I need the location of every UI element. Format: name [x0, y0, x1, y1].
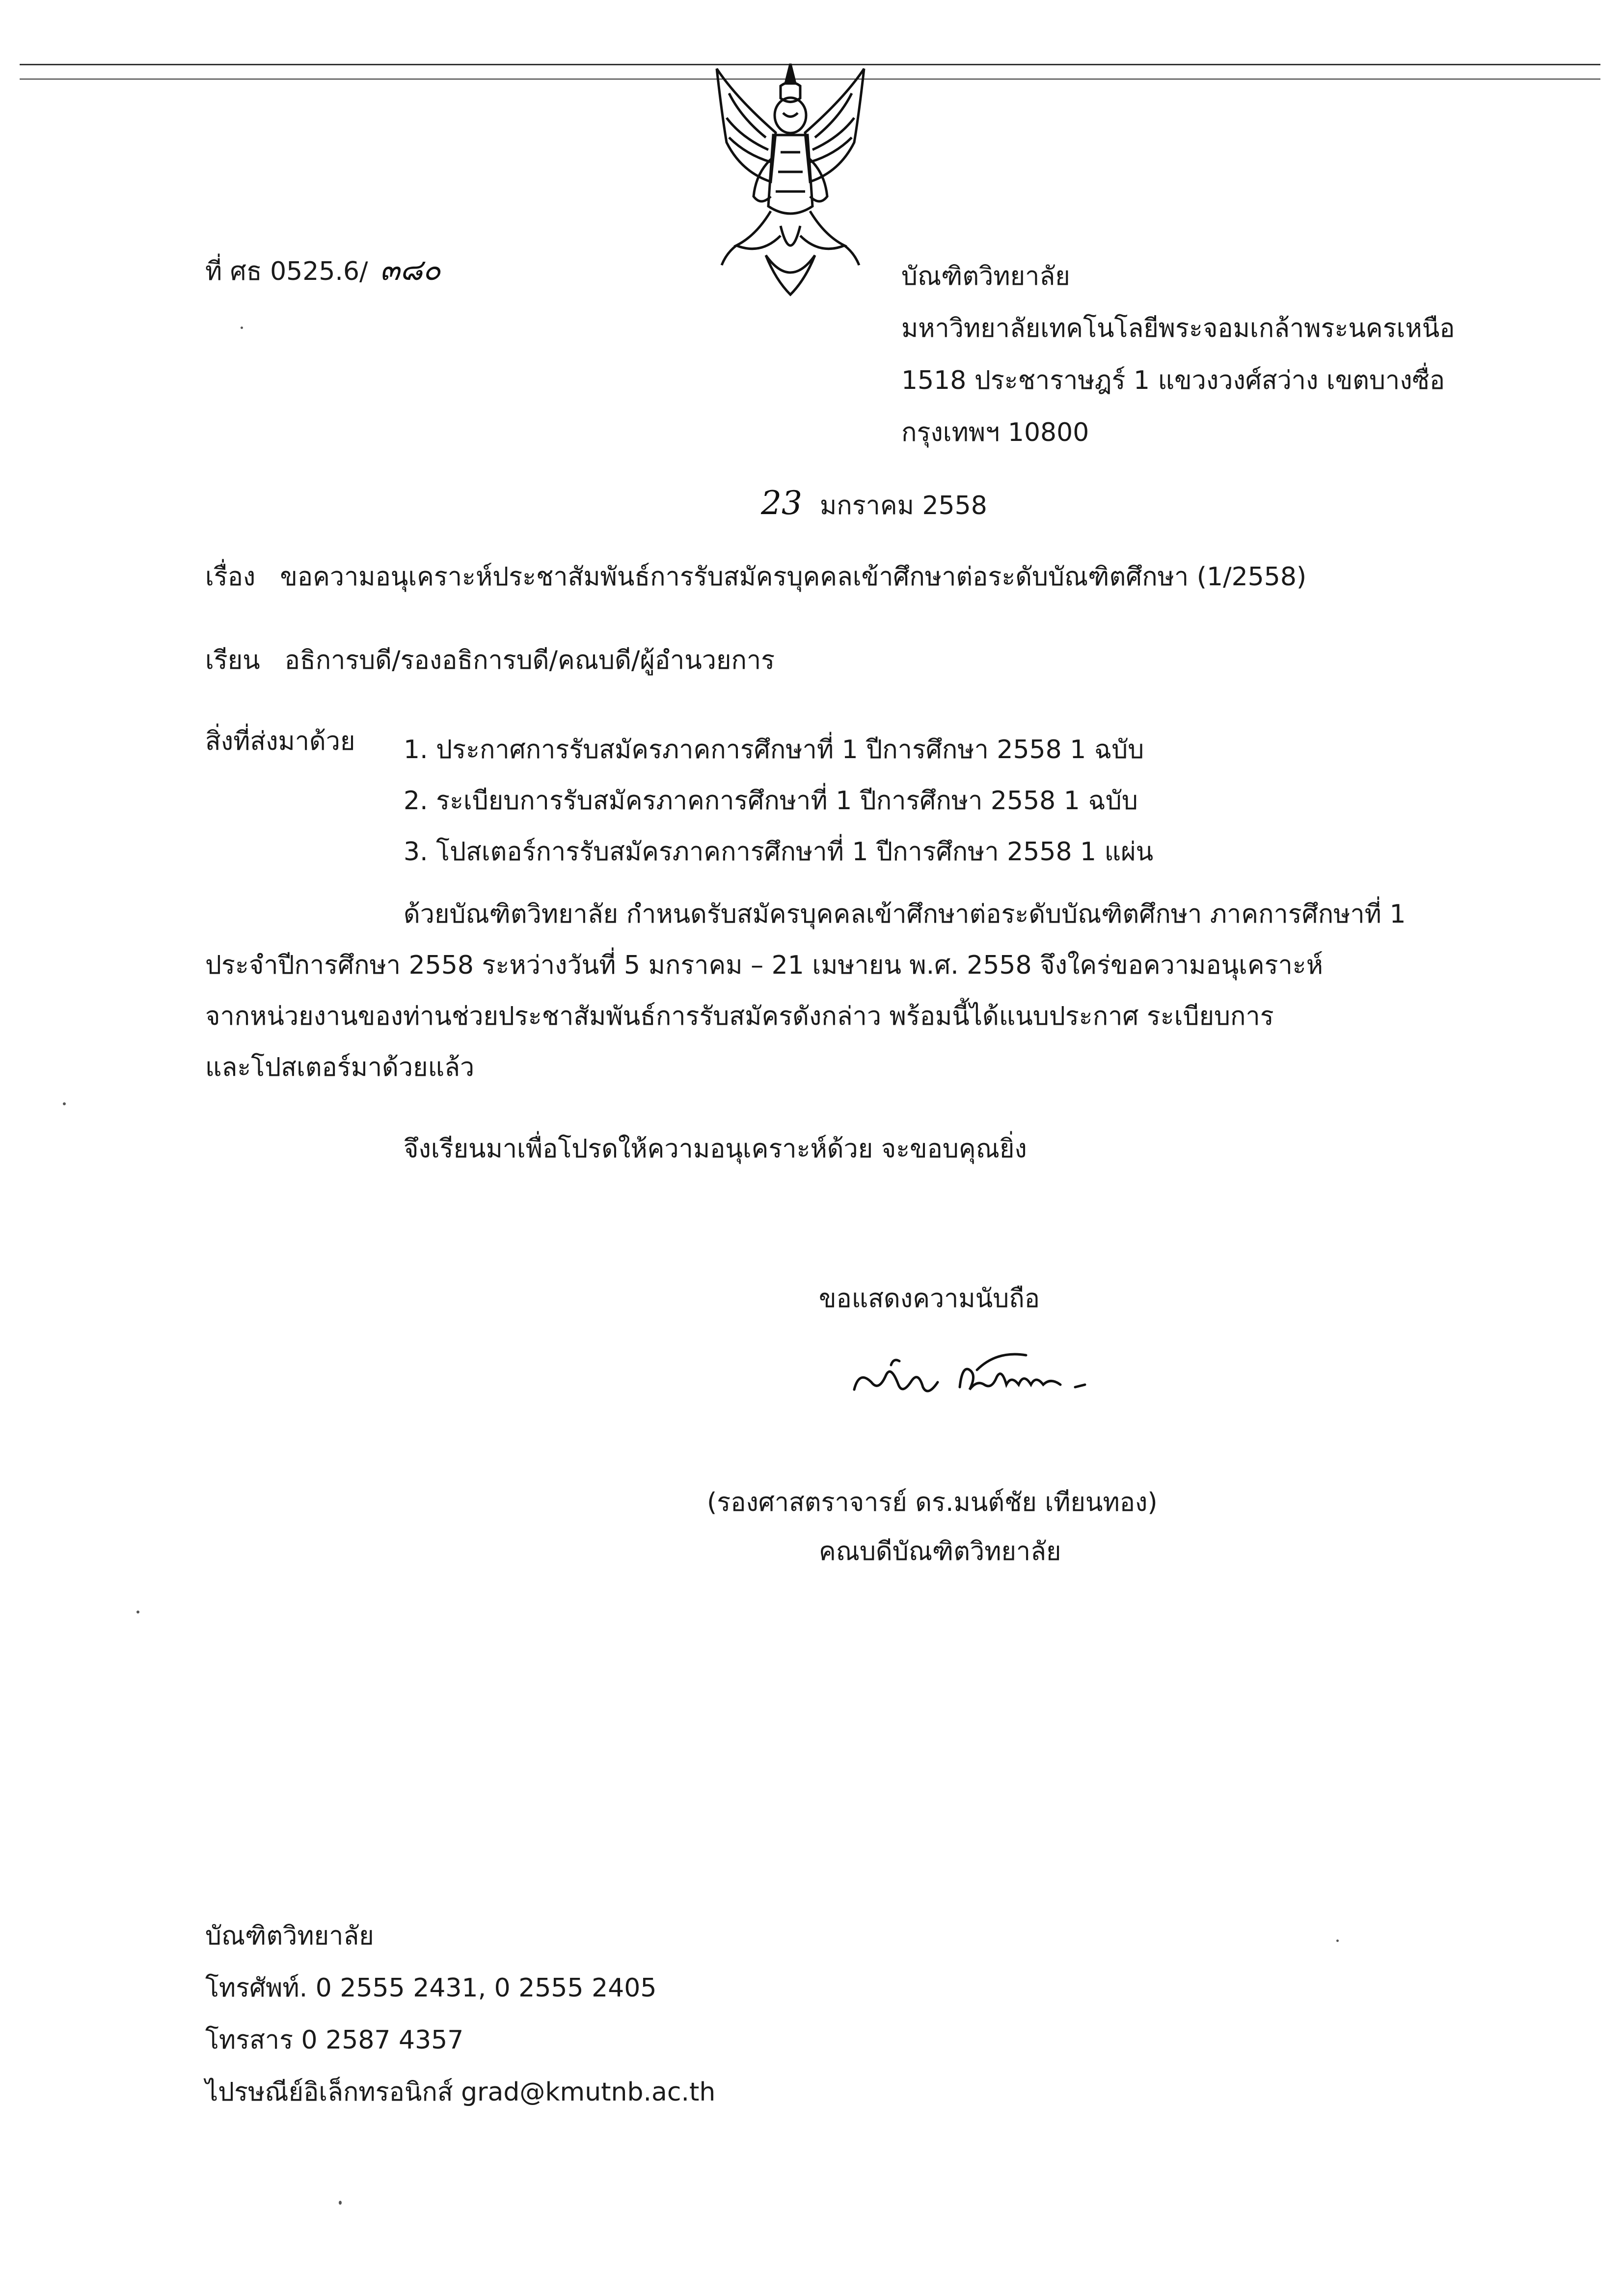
address-line: กรุงเทพฯ 10800	[901, 418, 1089, 447]
letter-date	[761, 481, 987, 525]
reference-number-label: ที่ ศธ 0525.6/	[205, 257, 368, 286]
body-line: ด้วยบัณฑิตวิทยาลัย กำหนดรับสมัครบุคคลเข้าศึกษาต่อระดับบัณฑิตศึกษา ภาคการศึกษาที่ 1	[404, 900, 1406, 929]
closing-line: จึงเรียนมาเพื่อโปรดให้ความอนุเคราะห์ด้วย จะขอบคุณยิ่ง	[404, 1134, 1027, 1164]
complimentary-close: ขอแสดงความนับถือ	[819, 1284, 1040, 1313]
recipient-line	[205, 643, 775, 678]
handwritten-signature	[844, 1336, 1119, 1414]
footer-email: ไปรษณีย์อิเล็กทรอนิกส์ grad@kmutnb.ac.th	[205, 2077, 716, 2107]
footer-fax: โทรสาร 0 2587 4357	[205, 2025, 464, 2055]
enclosure-item: 3. โปสเตอร์การรับสมัครภาคการศึกษาที่ 1 ปีการศึกษา 2558 1 แผ่น	[404, 837, 1154, 867]
signatory-position: คณบดีบัณฑิตวิทยาลัย	[819, 1537, 1061, 1566]
body-line: ประจำปีการศึกษา 2558 ระหว่างวันที่ 5 มกราคม – 21 เมษายน พ.ศ. 2558 จึงใคร่ขอความอนุเคราะห์	[205, 951, 1324, 980]
scan-speck	[1336, 1940, 1339, 1942]
footer-phone: โทรศัพท์. 0 2555 2431, 0 2555 2405	[205, 1973, 657, 2003]
enclosure-item: 2. ระเบียบการรับสมัครภาคการศึกษาที่ 1 ปีการศึกษา 2558 1 ฉบับ	[404, 786, 1138, 816]
date-month-year: มกราคม 2558	[819, 491, 987, 520]
contact-footer	[205, 1910, 715, 2118]
recipient-label: เรียน	[205, 646, 260, 675]
reference-number	[205, 250, 441, 290]
scan-speck	[241, 327, 243, 329]
address-line: มหาวิทยาลัยเทคโนโลยีพระจอมเกล้าพระนครเหนือ	[901, 314, 1455, 343]
scan-speck	[63, 1102, 66, 1105]
body-line: จากหน่วยงานของท่านช่วยประชาสัมพันธ์การรับสมัครดังกล่าว พร้อมนี้ได้แนบประกาศ ระเบียบการ	[205, 1002, 1274, 1031]
body-line: และโปสเตอร์มาด้วยแล้ว	[205, 1053, 475, 1082]
recipient-text: อธิการบดี/รองอธิการบดี/คณบดี/ผู้อำนวยการ	[284, 646, 775, 675]
scan-speck	[339, 2201, 342, 2205]
scan-speck	[136, 1611, 139, 1613]
address-line: บัณฑิตวิทยาลัย	[901, 262, 1070, 291]
footer-department: บัณฑิตวิทยาลัย	[205, 1921, 374, 1951]
signatory-name: (รองศาสตราจารย์ ดร.มนต์ชัย เทียนทอง)	[707, 1488, 1158, 1517]
date-day-handwritten: 23	[761, 484, 802, 522]
garuda-emblem-icon	[707, 59, 874, 304]
reference-number-handwritten: ๓๘๐	[379, 253, 441, 287]
subject-line	[205, 560, 1306, 594]
subject-label: เรื่อง	[205, 562, 256, 592]
address-line: 1518 ประชาราษฎร์ 1 แขวงวงศ์สว่าง เขตบางซื่อ	[901, 366, 1445, 395]
enclosures-label: สิ่งที่ส่งมาด้วย	[205, 727, 355, 756]
enclosures-list	[404, 724, 1153, 877]
body-paragraph	[205, 889, 1406, 1093]
enclosure-item: 1. ประกาศการรับสมัครภาคการศึกษาที่ 1 ปีการศึกษา 2558 1 ฉบับ	[404, 735, 1144, 765]
subject-text: ขอความอนุเคราะห์ประชาสัมพันธ์การรับสมัครบุคคลเข้าศึกษาต่อระดับบัณฑิตศึกษา (1/2558)	[280, 562, 1307, 592]
sender-address	[901, 250, 1455, 459]
